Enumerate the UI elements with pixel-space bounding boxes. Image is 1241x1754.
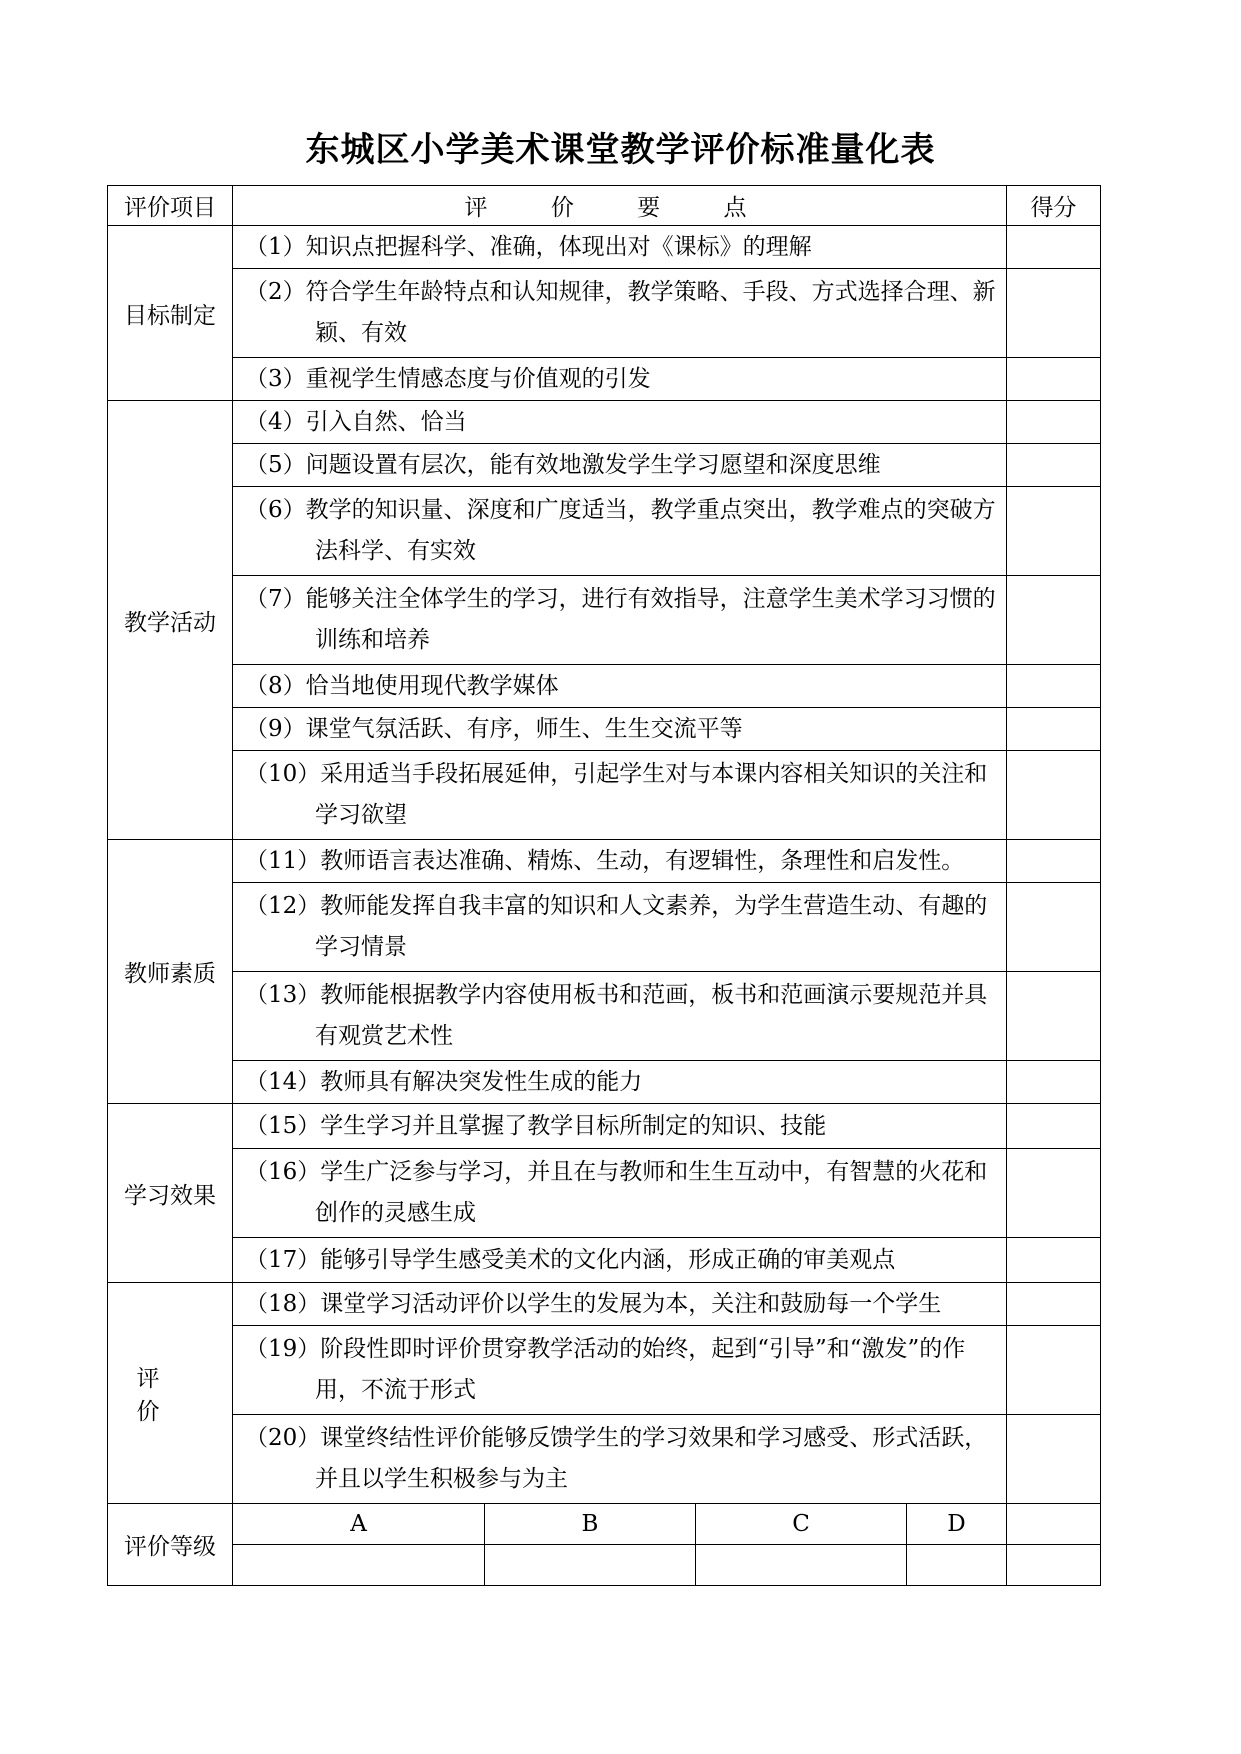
grade-input-cell[interactable] bbox=[485, 1545, 696, 1586]
grade-input-cell[interactable] bbox=[907, 1545, 1007, 1586]
score-cell[interactable] bbox=[1007, 665, 1101, 708]
criteria-row bbox=[108, 1061, 1101, 1104]
criteria-row bbox=[108, 883, 1101, 972]
criteria-row bbox=[108, 1326, 1101, 1415]
criteria-text: （10）采用适当手段拓展延伸，引起学生对与本课内容相关知识的关注和学习欲望 bbox=[233, 751, 1007, 840]
grade-score-cell[interactable] bbox=[1007, 1504, 1101, 1545]
grade-level-d: D bbox=[907, 1504, 1007, 1545]
criteria-row bbox=[108, 1415, 1101, 1504]
criteria-text: （2）符合学生年龄特点和认知规律，教学策略、手段、方式选择合理、新颖、有效 bbox=[233, 269, 1007, 358]
score-cell[interactable] bbox=[1007, 226, 1101, 269]
criteria-row bbox=[108, 708, 1101, 751]
grade-level-c: C bbox=[696, 1504, 907, 1545]
score-cell[interactable] bbox=[1007, 972, 1101, 1061]
page-title: 东城区小学美术课堂教学评价标准量化表 bbox=[305, 130, 936, 170]
criteria-text: （4）引入自然、恰当 bbox=[233, 401, 1007, 444]
category-cell: 目标制定 bbox=[108, 226, 233, 401]
criteria-row bbox=[108, 840, 1101, 883]
grade-levels-row bbox=[108, 1504, 1101, 1545]
grade-input-row bbox=[108, 1545, 1101, 1586]
criteria-row bbox=[108, 358, 1101, 401]
grade-level-b: B bbox=[485, 1504, 696, 1545]
criteria-row bbox=[108, 401, 1101, 444]
criteria-text: （3）重视学生情感态度与价值观的引发 bbox=[233, 358, 1007, 401]
criteria-row bbox=[108, 226, 1101, 269]
criteria-row bbox=[108, 1283, 1101, 1326]
evaluation-table bbox=[107, 185, 1101, 1586]
criteria-text: （6）教学的知识量、深度和广度适当，教学重点突出，教学难点的突破方法科学、有实效 bbox=[233, 487, 1007, 576]
criteria-text: （13）教师能根据教学内容使用板书和范画，板书和范画演示要规范并具有观赏艺术性 bbox=[233, 972, 1007, 1061]
criteria-text: （8）恰当地使用现代教学媒体 bbox=[233, 665, 1007, 708]
criteria-text: （20）课堂终结性评价能够反馈学生的学习效果和学习感受、形式活跃，并且以学生积极参与为主 bbox=[233, 1415, 1007, 1504]
score-cell[interactable] bbox=[1007, 883, 1101, 972]
category-cell: 学习效果 bbox=[108, 1104, 233, 1283]
criteria-text: （1）知识点把握科学、准确，体现出对《课标》的理解 bbox=[233, 226, 1007, 269]
criteria-row bbox=[108, 269, 1101, 358]
criteria-text: （19）阶段性即时评价贯穿教学活动的始终，起到“引导”和“激发”的作用，不流于形式 bbox=[233, 1326, 1007, 1415]
score-cell[interactable] bbox=[1007, 358, 1101, 401]
criteria-row bbox=[108, 576, 1101, 665]
score-cell[interactable] bbox=[1007, 1061, 1101, 1104]
grade-input-cell[interactable] bbox=[233, 1545, 485, 1586]
score-cell[interactable] bbox=[1007, 840, 1101, 883]
criteria-text: （14）教师具有解决突发性生成的能力 bbox=[233, 1061, 1007, 1104]
criteria-text: （11）教师语言表达准确、精炼、生动，有逻辑性，条理性和启发性。 bbox=[233, 840, 1007, 883]
score-cell[interactable] bbox=[1007, 751, 1101, 840]
category-cell: 评 价 bbox=[108, 1283, 233, 1504]
grade-level-a: A bbox=[233, 1504, 485, 1545]
criteria-row bbox=[108, 665, 1101, 708]
criteria-row bbox=[108, 1149, 1101, 1238]
criteria-text: （9）课堂气氛活跃、有序，师生、生生交流平等 bbox=[233, 708, 1007, 751]
criteria-text: （5）问题设置有层次，能有效地激发学生学习愿望和深度思维 bbox=[233, 444, 1007, 487]
criteria-text: （15）学生学习并且掌握了教学目标所制定的知识、技能 bbox=[233, 1104, 1007, 1149]
criteria-row bbox=[108, 972, 1101, 1061]
criteria-text: （7）能够关注全体学生的学习，进行有效指导，注意学生美术学习习惯的训练和培养 bbox=[233, 576, 1007, 665]
score-cell[interactable] bbox=[1007, 1283, 1101, 1326]
score-cell[interactable] bbox=[1007, 444, 1101, 487]
grade-input-cell[interactable] bbox=[696, 1545, 907, 1586]
criteria-text: （16）学生广泛参与学习，并且在与教师和生生互动中，有智慧的火花和创作的灵感生成 bbox=[233, 1149, 1007, 1238]
score-cell[interactable] bbox=[1007, 401, 1101, 444]
header-score: 得分 bbox=[1007, 186, 1101, 226]
score-cell[interactable] bbox=[1007, 269, 1101, 358]
category-cell: 教学活动 bbox=[108, 401, 233, 840]
criteria-row bbox=[108, 751, 1101, 840]
criteria-row bbox=[108, 1238, 1101, 1283]
score-cell[interactable] bbox=[1007, 708, 1101, 751]
category-cell: 教师素质 bbox=[108, 840, 233, 1104]
score-cell[interactable] bbox=[1007, 487, 1101, 576]
criteria-row bbox=[108, 1104, 1101, 1149]
score-cell[interactable] bbox=[1007, 1104, 1101, 1149]
score-cell[interactable] bbox=[1007, 1326, 1101, 1415]
criteria-text: （12）教师能发挥自我丰富的知识和人文素养，为学生营造生动、有趣的学习情景 bbox=[233, 883, 1007, 972]
header-category: 评价项目 bbox=[108, 186, 233, 226]
score-cell[interactable] bbox=[1007, 1238, 1101, 1283]
score-cell[interactable] bbox=[1007, 1415, 1101, 1504]
grade-label: 评价等级 bbox=[108, 1504, 233, 1586]
grade-score-cell[interactable] bbox=[1007, 1545, 1101, 1586]
criteria-row bbox=[108, 444, 1101, 487]
header-points: 评 价 要 点 bbox=[233, 186, 1007, 226]
score-cell[interactable] bbox=[1007, 576, 1101, 665]
header-row bbox=[108, 186, 1101, 226]
score-cell[interactable] bbox=[1007, 1149, 1101, 1238]
criteria-row bbox=[108, 487, 1101, 576]
criteria-text: （18）课堂学习活动评价以学生的发展为本，关注和鼓励每一个学生 bbox=[233, 1283, 1007, 1326]
criteria-text: （17）能够引导学生感受美术的文化内涵，形成正确的审美观点 bbox=[233, 1238, 1007, 1283]
